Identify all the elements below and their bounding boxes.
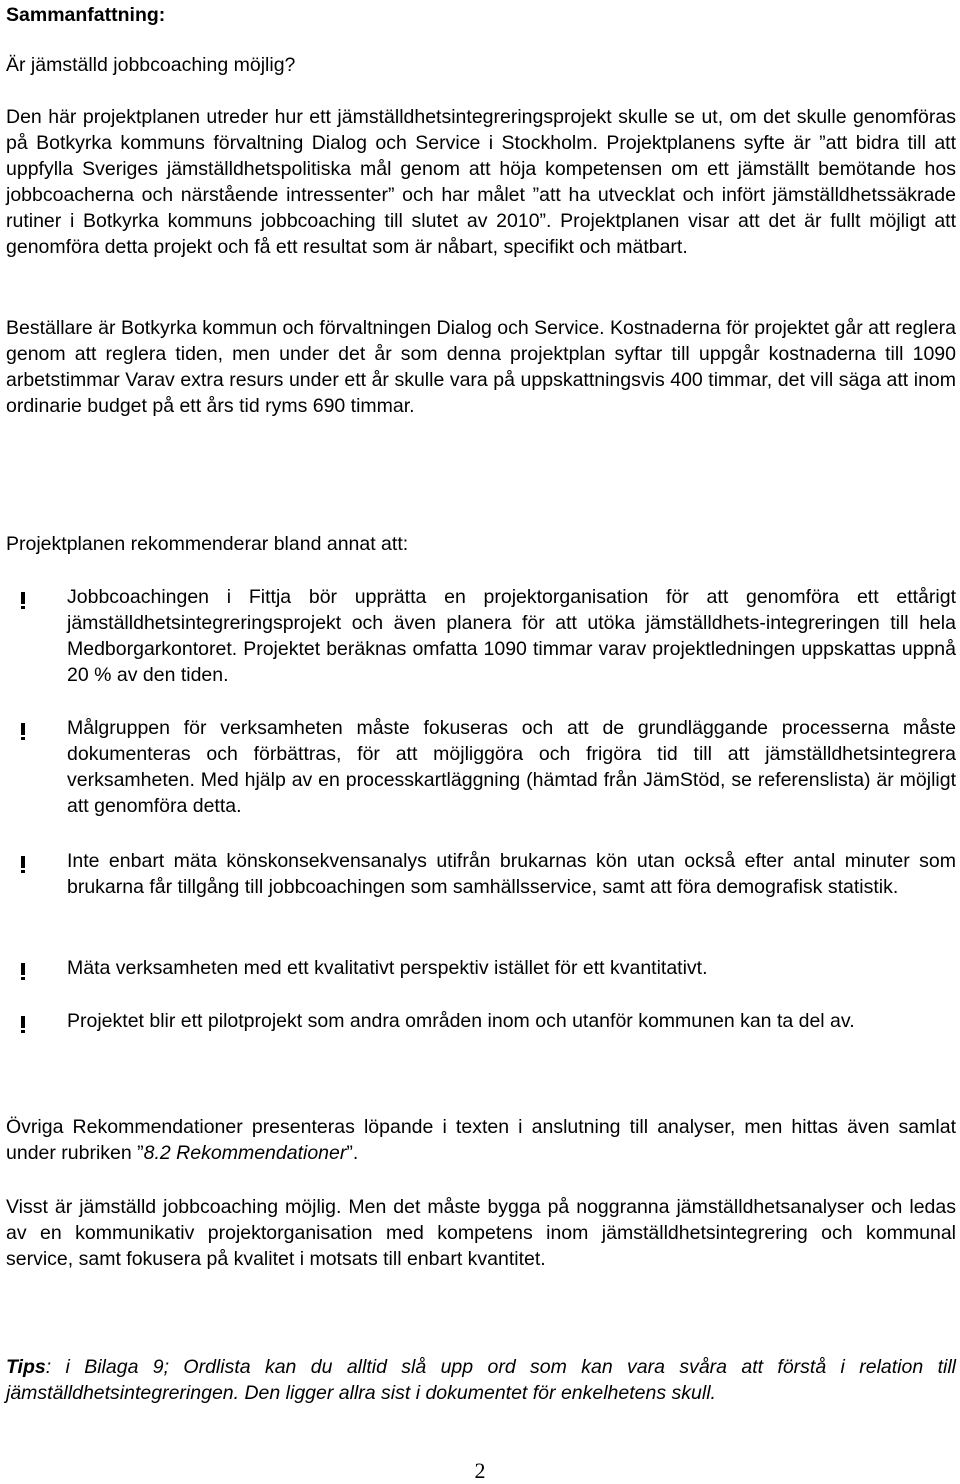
recommendation-text: Målgruppen för verksamheten måste fokuseras och att de grundläggande processerna måste dokumenteras och förbättras, för att möjliggöra och frigöra tid till att jämställdhetsintegrera verksamheten. Med hjälp av en processkartläggning (hämtad från JämStöd, se referenslista) är möjligt att genomföra detta. (67, 717, 956, 817)
recommendation-text: Projektet blir ett pilotprojekt som andra områden inom och utanför kommunen kan ta del av. (67, 1010, 855, 1032)
list-item (6, 955, 956, 981)
list-item (6, 1008, 956, 1034)
exclamation-bullet-icon (21, 592, 25, 604)
recommendation-text: Jobbcoachingen i Fittja bör upprätta en projektorganisation för att genomföra ett ettårigt jämställdhetsintegreringsprojekt och även planera för att utöka jämställdhets-integreringen till hela Medborgarkontoret. Projektet beräknas omfatta 1090 timmar varav projektledningen uppskattas uppnå 20 % av den tiden. (67, 586, 956, 686)
exclamation-bullet-icon (21, 963, 25, 975)
tips-paragraph (6, 1354, 956, 1406)
recommendation-text: Inte enbart mäta könskonsekvensanalys utifrån brukarnas kön utan också efter antal minuter som brukarna får tillgång till jobbcoachingen som samhällsservice, samt att föra demografisk statistik. (67, 850, 956, 898)
list-item (6, 584, 956, 688)
section-reference: 8.2 Rekommendationer (143, 1142, 347, 1164)
tips-text: : i Bilaga 9; Ordlista kan du alltid slå upp ord som kan vara svåra att förstå i relation till jämställdhetsintegreringen. Den ligger allra sist i dokumentet för enkelhetens skull. (6, 1356, 956, 1404)
other-recommendations-paragraph (6, 1114, 956, 1166)
summary-paragraph-2: Beställare är Botkyrka kommun och förvaltningen Dialog och Service. Kostnaderna för projektet går att reglera genom att reglera tiden, men under det år som denna projektplan syftar till uppgår kostnaderna till 1090 arbetstimmar Varav extra resurs under ett år skulle vara på uppskattningsvis 400 timmar, det vill säga att inom ordinarie budget på ett års tid ryms 690 timmar. (6, 317, 956, 417)
tips-label: Tips (6, 1356, 46, 1378)
other-recommendations-text: Övriga Rekommendationer presenteras löpande i texten i anslutning till analyser, men hittas även samlat under rubriken ” (6, 1116, 956, 1164)
summary-heading: Sammanfattning: (6, 4, 166, 26)
summary-question: Är jämställd jobbcoaching möjlig? (6, 54, 296, 76)
conclusion-paragraph: Visst är jämställd jobbcoaching möjlig. Men det måste bygga på noggranna jämställdhetsanalyser och ledas av en kommunikativ projektorganisation med kompetens inom jämställdhetsintegrering och kommunal service, samt fokusera på kvalitet i motsats till enbart kvantitet. (6, 1196, 956, 1270)
other-recommendations-end: ”. (346, 1142, 359, 1164)
document-page (6, 0, 956, 1484)
recommendation-text: Mäta verksamheten med ett kvalitativt perspektiv istället för ett kvantitativt. (67, 957, 708, 979)
exclamation-bullet-icon (21, 856, 25, 868)
summary-paragraph-1: Den här projektplanen utreder hur ett jämställdhetsintegreringsprojekt skulle se ut, om det skulle genomföras på Botkyrka kommuns förvaltning Dialog och Service i Stockholm. Projektplanens syfte är ”att bidra till att uppfylla Sveriges jämställdhetspolitiska mål genom att höja kompetensen om ett jämställt bemötande hos jobbcoacherna och närstående intressenter” och har målet ”att ha utvecklat och infört jämställdhetssäkrade rutiner i Botkyrka kommuns jobbcoaching till slutet av 2010”. Projektplanen visar att det är fullt möjligt att genomföra detta projekt och få ett resultat som är nåbart, specifikt och mätbart. (6, 106, 956, 258)
page-number: 2 (474, 1458, 486, 1483)
exclamation-bullet-icon (21, 723, 25, 735)
recommendations-intro: Projektplanen rekommenderar bland annat att: (6, 533, 409, 555)
list-item (6, 848, 956, 900)
exclamation-bullet-icon (21, 1016, 25, 1028)
list-item (6, 715, 956, 819)
